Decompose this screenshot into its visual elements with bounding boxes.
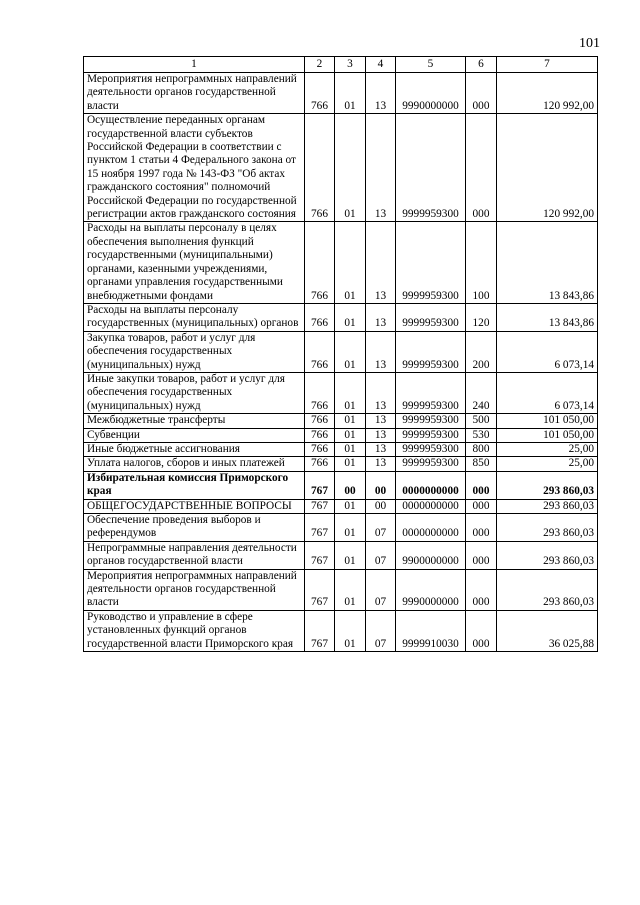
cell-amount: 101 050,00 (497, 428, 598, 442)
cell-section-code: 01 (335, 457, 366, 471)
table-row (84, 569, 598, 610)
cell-subsection-code: 07 (366, 610, 396, 651)
cell-subsection-code: 07 (366, 514, 396, 542)
table-row (84, 499, 598, 513)
column-header: 1 (84, 57, 305, 73)
cell-section-code: 01 (335, 569, 366, 610)
row-name: Мероприятия непрограммных направлений деятельности органов государственной власти (84, 73, 305, 114)
cell-ministry-code: 766 (305, 73, 335, 114)
cell-ministry-code: 766 (305, 114, 335, 222)
cell-ministry-code: 767 (305, 541, 335, 569)
cell-subsection-code: 13 (366, 73, 396, 114)
cell-target-item-code: 9999959300 (396, 222, 466, 303)
cell-section-code: 01 (335, 610, 366, 651)
cell-target-item-code: 0000000000 (396, 514, 466, 542)
cell-ministry-code: 766 (305, 222, 335, 303)
cell-amount: 101 050,00 (497, 414, 598, 428)
row-name: ОБЩЕГОСУДАРСТВЕННЫЕ ВОПРОСЫ (84, 499, 305, 513)
cell-section-code: 01 (335, 73, 366, 114)
cell-expense-type-code: 000 (466, 541, 497, 569)
cell-amount: 293 860,03 (497, 471, 598, 499)
cell-expense-type-code: 000 (466, 569, 497, 610)
row-name: Субвенции (84, 428, 305, 442)
cell-expense-type-code: 500 (466, 414, 497, 428)
cell-ministry-code: 766 (305, 331, 335, 372)
cell-target-item-code: 9900000000 (396, 541, 466, 569)
table-row (84, 414, 598, 428)
cell-section-code: 01 (335, 541, 366, 569)
cell-expense-type-code: 850 (466, 457, 497, 471)
table-row (84, 303, 598, 331)
cell-target-item-code: 9999959300 (396, 414, 466, 428)
column-header: 7 (497, 57, 598, 73)
cell-ministry-code: 767 (305, 514, 335, 542)
cell-section-code: 01 (335, 303, 366, 331)
cell-ministry-code: 767 (305, 610, 335, 651)
cell-subsection-code: 13 (366, 414, 396, 428)
cell-target-item-code: 9999959300 (396, 372, 466, 413)
cell-section-code: 01 (335, 428, 366, 442)
cell-ministry-code: 767 (305, 569, 335, 610)
row-name: Непрограммные направления деятельности органов государственной власти (84, 541, 305, 569)
cell-target-item-code: 9999959300 (396, 331, 466, 372)
cell-expense-type-code: 120 (466, 303, 497, 331)
cell-ministry-code: 766 (305, 303, 335, 331)
cell-ministry-code: 766 (305, 428, 335, 442)
table-row (84, 73, 598, 114)
cell-subsection-code: 13 (366, 442, 396, 456)
cell-subsection-code: 00 (366, 471, 396, 499)
table-row (84, 372, 598, 413)
cell-expense-type-code: 000 (466, 114, 497, 222)
cell-ministry-code: 766 (305, 457, 335, 471)
column-header: 4 (366, 57, 396, 73)
cell-ministry-code: 767 (305, 499, 335, 513)
cell-target-item-code: 9990000000 (396, 73, 466, 114)
table-row (84, 442, 598, 456)
cell-amount: 120 992,00 (497, 114, 598, 222)
row-name: Расходы на выплаты персоналу государственных (муниципальных) органов (84, 303, 305, 331)
cell-expense-type-code: 240 (466, 372, 497, 413)
table-header-row (84, 57, 598, 73)
page-number: 101 (579, 36, 600, 51)
cell-amount: 293 860,03 (497, 514, 598, 542)
row-name: Избирательная комиссия Приморского края (84, 471, 305, 499)
cell-ministry-code: 766 (305, 442, 335, 456)
table-row (84, 610, 598, 651)
cell-section-code: 01 (335, 414, 366, 428)
cell-section-code: 00 (335, 471, 366, 499)
cell-target-item-code: 0000000000 (396, 471, 466, 499)
cell-subsection-code: 13 (366, 303, 396, 331)
cell-subsection-code: 13 (366, 457, 396, 471)
column-header: 5 (396, 57, 466, 73)
cell-section-code: 01 (335, 499, 366, 513)
row-name: Обеспечение проведения выборов и референдумов (84, 514, 305, 542)
cell-subsection-code: 13 (366, 222, 396, 303)
cell-expense-type-code: 000 (466, 499, 497, 513)
column-header: 3 (335, 57, 366, 73)
row-name: Расходы на выплаты персоналу в целях обеспечения выполнения функций государственными (муниципальными) органами, казенными учреждениями, органами управления государственными внебюджетными фондами (84, 222, 305, 303)
cell-subsection-code: 13 (366, 428, 396, 442)
row-name: Мероприятия непрограммных направлений деятельности органов государственной власти (84, 569, 305, 610)
table-row (84, 222, 598, 303)
row-name: Руководство и управление в сфере установленных функций органов государственной власти Приморского края (84, 610, 305, 651)
table-row (84, 541, 598, 569)
column-header: 6 (466, 57, 497, 73)
cell-expense-type-code: 200 (466, 331, 497, 372)
column-header: 2 (305, 57, 335, 73)
cell-amount: 13 843,86 (497, 222, 598, 303)
cell-amount: 6 073,14 (497, 331, 598, 372)
cell-amount: 13 843,86 (497, 303, 598, 331)
cell-subsection-code: 07 (366, 541, 396, 569)
cell-target-item-code: 0000000000 (396, 499, 466, 513)
budget-table (83, 56, 598, 652)
row-name: Уплата налогов, сборов и иных платежей (84, 457, 305, 471)
cell-target-item-code: 9999910030 (396, 610, 466, 651)
cell-section-code: 01 (335, 514, 366, 542)
cell-expense-type-code: 000 (466, 471, 497, 499)
cell-section-code: 01 (335, 372, 366, 413)
cell-target-item-code: 9999959300 (396, 303, 466, 331)
cell-subsection-code: 00 (366, 499, 396, 513)
row-name: Межбюджетные трансферты (84, 414, 305, 428)
cell-subsection-code: 07 (366, 569, 396, 610)
cell-ministry-code: 767 (305, 471, 335, 499)
row-name: Закупка товаров, работ и услуг для обеспечения государственных (муниципальных) нужд (84, 331, 305, 372)
cell-expense-type-code: 800 (466, 442, 497, 456)
row-name: Иные бюджетные ассигнования (84, 442, 305, 456)
cell-subsection-code: 13 (366, 114, 396, 222)
cell-amount: 293 860,03 (497, 569, 598, 610)
cell-target-item-code: 9999959300 (396, 428, 466, 442)
cell-amount: 6 073,14 (497, 372, 598, 413)
cell-expense-type-code: 000 (466, 610, 497, 651)
cell-section-code: 01 (335, 331, 366, 372)
cell-section-code: 01 (335, 442, 366, 456)
cell-target-item-code: 9990000000 (396, 569, 466, 610)
cell-target-item-code: 9999959300 (396, 442, 466, 456)
cell-expense-type-code: 000 (466, 514, 497, 542)
cell-ministry-code: 766 (305, 372, 335, 413)
cell-subsection-code: 13 (366, 331, 396, 372)
cell-section-code: 01 (335, 114, 366, 222)
table-row (84, 457, 598, 471)
cell-subsection-code: 13 (366, 372, 396, 413)
cell-amount: 25,00 (497, 457, 598, 471)
table-row (84, 331, 598, 372)
cell-amount: 293 860,03 (497, 541, 598, 569)
table-row (84, 114, 598, 222)
cell-amount: 120 992,00 (497, 73, 598, 114)
cell-expense-type-code: 530 (466, 428, 497, 442)
row-name: Осуществление переданных органам государственной власти субъектов Российской Федерации в соответствии с пунктом 1 статьи 4 Федерального закона от 15 ноября 1997 года № 143-ФЗ "Об актах гражданского состояния" полномочий Российской Федерации по государственной регистрации актов гражданского состояния (84, 114, 305, 222)
cell-target-item-code: 9999959300 (396, 457, 466, 471)
cell-ministry-code: 766 (305, 414, 335, 428)
cell-amount: 293 860,03 (497, 499, 598, 513)
table-row-section-heading (84, 471, 598, 499)
cell-section-code: 01 (335, 222, 366, 303)
cell-amount: 36 025,88 (497, 610, 598, 651)
cell-target-item-code: 9999959300 (396, 114, 466, 222)
row-name: Иные закупки товаров, работ и услуг для обеспечения государственных (муниципальных) нужд (84, 372, 305, 413)
cell-amount: 25,00 (497, 442, 598, 456)
cell-expense-type-code: 000 (466, 73, 497, 114)
table-row (84, 428, 598, 442)
cell-expense-type-code: 100 (466, 222, 497, 303)
table-row (84, 514, 598, 542)
